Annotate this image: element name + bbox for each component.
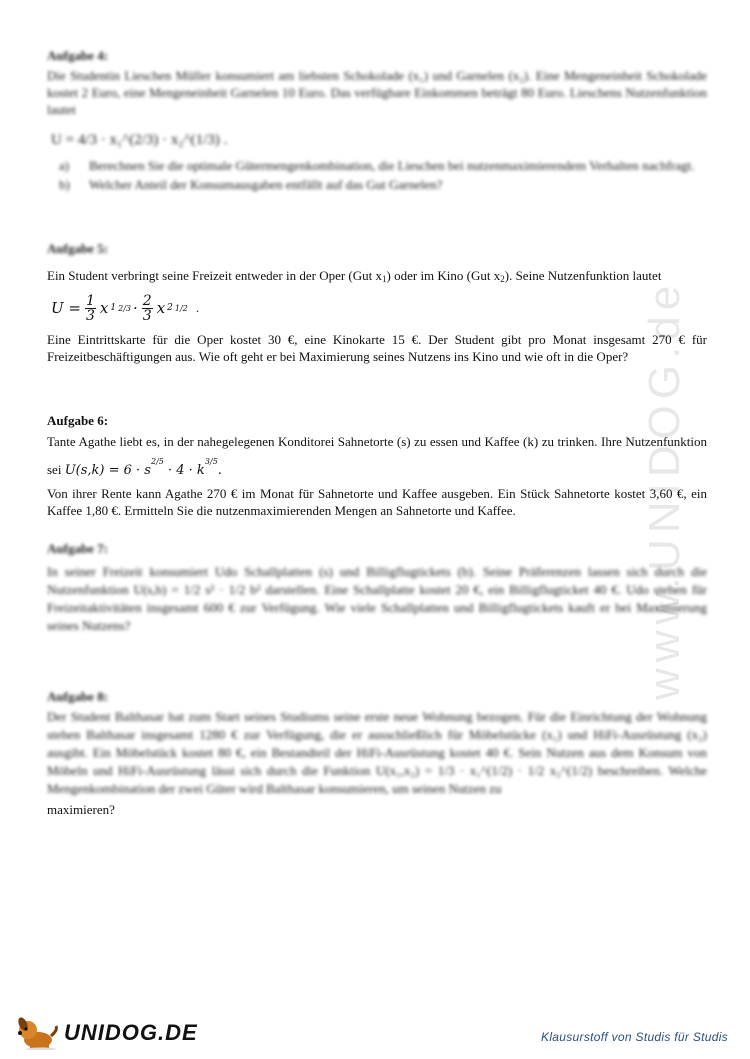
task5-text: Eine Eintrittskarte für die Oper kostet 30 €, eine Kinokarte 15 €. Der Student gibt pro Monat insgesamt 270 € für Freizeitbeschäftigungen aus. Wie oft geht er bei Maximierung seines Nutzens ins Kino und wie oft in die Oper? [47,332,707,364]
task5-frac1-den: 3 [85,308,95,324]
task5-frac1-num: 1 [85,293,95,309]
task6-heading: Aufgabe 6: [47,413,109,428]
task7-section [47,540,707,638]
task4-item-a [59,157,707,174]
task6-formula-lhs: U(s,k) = 6 · s [64,463,151,478]
task8-last: maximieren? [47,802,115,817]
task8-text: Der Student Balthasar hat zum Start seines Studiums seine erste neue Wohnung bezogen. Für die Einrichtung der Wohnung stehen Balthasar insgesamt 1280 € zur Verfügung, die er ausschließlich für Möbelstücke (x₁) und HiFi-Ausrüstung (x₂) ausgibt. Ein Möbelstück kostet 80 €, ein Bestandteil der HiFi-Ausrüstung kostet 40 €. Sein Nutzen aus dem Konsum von Möbeln und HiFi-Ausrüstung lässt sich durch die Funktion U(x₁,x₂) = 1/3 · x₁^(1/2) · 1/2 x₂^(1/2) beschreiben. Welche Mengenkombination der zwei Güter wird Balthasar konsumieren, um seinen Nutzen zu [47,709,707,796]
task4-b-text: Welcher Anteil der Konsumausgaben entfällt auf das Gut Garnelen? [89,177,443,192]
task5-dot: · [132,299,138,317]
dog-mascot-icon [14,1016,60,1050]
task8-heading: Aufgabe 8: [47,689,109,704]
task4-section [47,47,707,195]
task8-section [47,688,707,821]
task5-x2-exp: 1/2 [174,304,188,313]
task4-b-label: b) [59,177,70,192]
task5-x1-sub: 1 [110,303,117,313]
task6-exp-k: 3/5 [204,457,218,466]
task6-section [47,412,707,522]
footer-tagline: Klausurstoff von Studis für Studis [541,1030,728,1044]
task6-intro [47,432,707,481]
task5-section [47,240,707,368]
unidog-logo[interactable] [14,1016,198,1050]
task5-frac2-den: 3 [142,308,152,324]
task4-formula: U = 4/3 · x₁^(2/3) · x₂^(1/3) . [51,132,228,148]
task4-a-label: a) [59,158,70,173]
task7-heading: Aufgabe 7: [47,541,109,556]
task5-x1: x [99,299,109,317]
task5-intro-b: ) oder im Kino (Gut x [386,268,501,283]
task5-x2: x [156,299,166,317]
task5-frac2-num: 2 [142,293,152,309]
task4-item-b [59,176,707,193]
task6-intro-text: Tante Agathe liebt es, in der nahegelegenen Konditorei Sahnetorte (s) zu essen und Kaffee (k) zu trinken. Ihre Nutzenfunktion sei [47,434,707,477]
task4-text: Die Studentin Lieschen Müller konsumiert am liebsten Schokolade (x₁) und Garnelen (x₂). Eine Mengeneinheit Schokolade kostet 2 Euro, eine Mengeneinheit Garnelen 10 Euro. Das verfügbare Einkommen beträgt 80 Euro. Lieschens Nutzenfunktion lautet [47,68,707,117]
task5-formula-lhs: U = [51,299,81,317]
task6-exp-s: 2/5 [150,457,164,466]
task5-intro-sub2: 2 [500,274,505,284]
task6-formula-end: . [217,463,222,478]
task6-formula-mid: · 4 · k [163,463,205,478]
task4-heading: Aufgabe 4: [47,48,109,63]
watermark: www.UNIDOG.de [640,279,689,701]
task5-frac1 [85,294,96,323]
task6-text: Von ihrer Rente kann Agathe 270 € im Monat für Sahnetorte und Kaffee ausgeben. Ein Stück Sahnetorte kostet 3,60 €, ein Kaffee 1,80 €. Ermitteln Sie die nutzenmaximierenden Mengen an Sahnetorte und Kaffee. [47,486,707,518]
task5-frac2 [142,294,153,323]
logo-text: UNIDOG.DE [64,1020,198,1045]
task7-text: In seiner Freizeit konsumiert Udo Schallplatten (s) und Billigflugtickets (b). Seine Präferenzen lassen sich durch die Nutzenfunktion U(s,b) = 1/2 s² · 1/2 b² darstellen. Eine Schallplatte kostet 20 €, ein Billigflugticket 40 €. Udo stehen für Freizeitaktivitäten insgesamt 600 € zur Verfügung. Wie viele Schallplatten und Billigflugtickets kauft er bei Maximierung seines Nutzens? [47,564,707,633]
task4-list [47,157,707,193]
task5-x2-sub: 2 [167,303,173,313]
task5-intro [47,267,707,288]
task6-formula [64,457,222,478]
task5-x1-exp: 2/3 [118,304,131,313]
task5-intro-c: ). Seine Nutzenfunktion lautet [504,268,662,283]
task5-intro-a: Ein Student verbringt seine Freizeit entweder in der Oper (Gut x [47,268,383,283]
task5-intro-sub1: 1 [382,274,387,284]
task5-formula-end: . [195,302,200,315]
task4-a-text: Berechnen Sie die optimale Gütermengenkombination, die Lieschen bei nutzenmaximierendem Verhalten nachfragt. [89,158,695,173]
task5-heading: Aufgabe 5: [47,241,109,256]
task5-formula [51,294,707,323]
